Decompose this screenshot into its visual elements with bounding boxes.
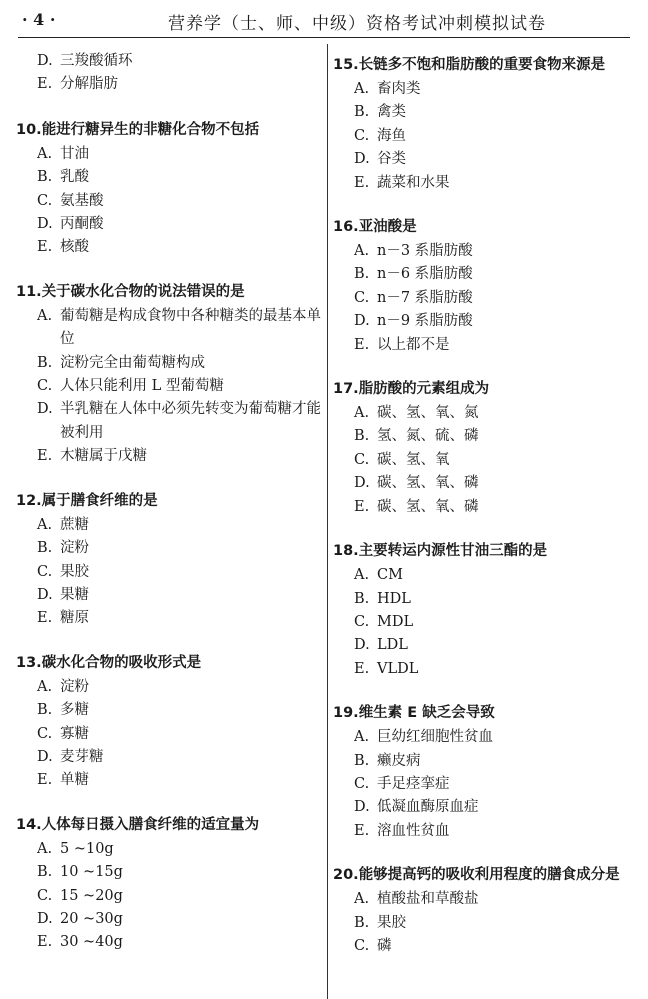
left-column [16,54,322,976]
option-text: 单糖 [60,772,89,789]
option-letter: C. [354,613,370,630]
option-text: 谷类 [377,151,406,168]
question-title [16,490,322,513]
option-letter: E. [37,76,53,93]
option-letter: B. [354,104,370,121]
option [333,773,633,796]
option [333,611,633,634]
option-letter: E. [37,772,53,789]
question-14 [16,814,322,955]
option [16,73,322,96]
option-letter: B. [37,354,53,371]
option-text: LDL [377,637,408,654]
option-text: 癞皮病 [377,752,421,769]
question-number: 16. [333,219,359,236]
option-text: 糖原 [60,610,89,627]
option-text: 多糖 [60,702,89,719]
option-letter: D. [354,151,370,168]
question-title [16,119,322,142]
option-letter: C. [354,451,370,468]
option-letter: E. [37,239,53,256]
option-letter: D. [354,475,370,492]
question-number: 17. [333,381,359,398]
question-15 [333,54,633,195]
option-text: 甘油 [60,145,89,162]
question-text: 维生素 E 缺乏会导致 [358,705,495,722]
option-text: 海鱼 [377,127,406,144]
option-text: 畜肉类 [377,81,421,97]
option [333,726,633,749]
option-text: VLDL [377,660,419,677]
question-title [333,702,633,725]
option-letter: D. [354,637,370,654]
option-letter: B. [37,864,53,881]
question-text: 亚油酸是 [358,219,417,236]
option [333,334,633,357]
option [16,885,322,908]
option [16,213,322,236]
right-column [333,54,633,979]
question-title [333,540,633,563]
option [333,820,633,843]
option-text: 磷 [377,937,392,954]
option-letter: C. [354,937,370,954]
option-letter: C. [37,725,53,742]
option-letter: B. [354,590,370,607]
option [16,190,322,213]
option-text: 20 ~30g [60,910,123,927]
option-letter: E. [354,498,370,515]
option [333,796,633,819]
option-text: 寡糖 [60,725,89,742]
option-text: 蔬菜和水果 [377,174,450,191]
option-text: 淀粉完全由葡萄糖构成 [60,354,205,371]
option-letter: E. [37,610,53,627]
option-text: 氨基酸 [60,192,104,209]
question-10 [16,119,322,260]
question-number: 11. [16,283,42,300]
option-text: MDL [377,613,414,630]
question-title [16,652,322,675]
question-19 [333,702,633,843]
option-letter: E. [37,934,53,951]
option-letter: A. [354,81,370,97]
question-20 [333,864,633,958]
option [333,564,633,587]
option [333,402,633,425]
option-letter: E. [37,448,53,465]
question-13 [16,652,322,793]
question-number: 13. [16,654,42,671]
option-letter: B. [37,540,53,557]
option [16,676,322,699]
option-letter: C. [37,563,53,580]
option-letter: A. [354,405,370,422]
option [16,723,322,746]
option-letter: D. [37,748,53,765]
question-text: 能够提高钙的吸收利用程度的膳食成分是 [358,867,620,884]
option [333,588,633,611]
option [333,425,633,448]
option-letter: E. [354,174,370,191]
question-text: 属于膳食纤维的是 [41,492,158,509]
question-11 [16,281,322,469]
option [333,496,633,519]
option-letter: A. [354,567,370,584]
option [16,908,322,931]
option-text: 乳酸 [60,169,89,186]
question-title [333,216,633,239]
left-question-list [16,119,322,955]
option-text: 15 ~20g [60,887,123,904]
option-text: 手足痉挛症 [377,775,450,792]
option-letter: B. [354,752,370,769]
option [16,514,322,537]
option-text: 三羧酸循环 [60,53,133,69]
option-letter: D. [37,401,53,418]
option-letter: E. [354,336,370,353]
option-text: 碳、氢、氧、磷 [377,475,479,492]
option-letter: B. [37,169,53,186]
question-number: 19. [333,705,359,722]
option [333,449,633,472]
option [333,240,633,263]
question-title [333,54,633,77]
option-text: 氢、氮、硫、磷 [377,428,479,445]
option-text: 禽类 [377,104,406,121]
option-text: 淀粉 [60,540,89,557]
option [333,287,633,310]
option [333,78,633,101]
option-letter: E. [354,660,370,677]
option-text: 核酸 [60,239,89,256]
option [16,699,322,722]
option-letter: A. [37,840,53,857]
option-text: n－7 系脂肪酸 [377,289,473,306]
option-letter: B. [354,428,370,445]
option [333,888,633,911]
option-letter: A. [37,145,53,162]
option-text: 葡萄糖是构成食物中各种糖类的最基本单位 [60,307,321,348]
option [333,658,633,681]
option-text: 植酸盐和草酸盐 [377,891,479,908]
option [16,769,322,792]
option-text: 碳、氢、氧、氮 [377,405,479,422]
option-letter: B. [354,266,370,283]
option-text: n－9 系脂肪酸 [377,313,473,330]
option [16,445,322,468]
question-title [333,378,633,401]
option-letter: C. [37,378,53,395]
question-text: 脂肪酸的元素组成为 [358,381,490,398]
option [333,172,633,195]
option-text: 木糖属于戊糖 [60,448,147,465]
option [333,634,633,657]
question-number: 15. [333,57,359,73]
option [333,148,633,171]
option-text: 麦芽糖 [60,748,104,765]
option-letter: A. [354,891,370,908]
question-18 [333,540,633,681]
option [16,305,322,352]
book-title: 营养学（士、师、中级）资格考试冲刺模拟试卷 [168,14,546,34]
right-question-list [333,54,633,958]
option-letter: C. [354,127,370,144]
option-text: 10 ~15g [60,864,123,881]
option [16,236,322,259]
option [333,263,633,286]
option-letter: D. [37,910,53,927]
question-12 [16,490,322,631]
question-text: 碳水化合物的吸收形式是 [41,654,202,671]
option [333,912,633,935]
question-17 [333,378,633,519]
option-text: CM [377,567,403,584]
option-text: 溶血性贫血 [377,822,450,839]
column-divider [327,44,328,999]
option [333,310,633,333]
question-number: 18. [333,543,359,560]
question-text: 人体每日摄入膳食纤维的适宜量为 [41,816,260,833]
option-text: 碳、氢、氧 [377,451,450,468]
option-text: 巨幼红细胞性贫血 [377,729,493,746]
option-text: 人体只能利用 L 型葡萄糖 [60,378,224,395]
option-letter: A. [37,516,53,533]
option-text: 5 ~10g [60,840,114,857]
option-letter: B. [354,914,370,931]
option [16,166,322,189]
option-letter: E. [354,822,370,839]
option [16,746,322,769]
option [333,472,633,495]
page-number: · 4 · [22,10,56,29]
option-letter: C. [354,289,370,306]
option-letter: D. [354,799,370,816]
option [333,935,633,958]
option-text: n－3 系脂肪酸 [377,243,473,260]
option [16,537,322,560]
question-number: 10. [16,121,42,138]
option-letter: D. [37,53,53,69]
option [16,143,322,166]
option [333,101,633,124]
option-text: 以上都不是 [377,336,450,353]
option-letter: D. [37,216,53,233]
option [16,50,322,73]
option-text: 30 ~40g [60,934,123,951]
option-text: 蔗糖 [60,516,89,533]
option-letter: D. [354,313,370,330]
question-number: 20. [333,867,359,884]
option [16,561,322,584]
option-letter: D. [37,586,53,603]
option-text: 果胶 [60,563,89,580]
option [16,607,322,630]
option-text: 果糖 [60,586,89,603]
option [16,861,322,884]
option-letter: A. [37,307,53,324]
question-number: 12. [16,492,42,509]
option [333,125,633,148]
option-letter: C. [37,887,53,904]
option-letter: C. [354,775,370,792]
option-text: n－6 系脂肪酸 [377,266,473,283]
option-text: 分解脂肪 [60,76,118,93]
option-text: 淀粉 [60,678,89,695]
option-letter: C. [37,192,53,209]
question-text: 能进行糖异生的非糖化合物不包括 [41,121,260,138]
option [16,931,322,954]
option-text: 碳、氢、氧、磷 [377,498,479,515]
question-title [16,814,322,837]
option [16,838,322,861]
option-text: HDL [377,590,411,607]
option-text: 低凝血酶原血症 [377,799,479,816]
option-letter: A. [37,678,53,695]
question-title [16,281,322,304]
carryover-options [16,50,322,97]
question-text: 主要转运内源性甘油三酯的是 [358,543,548,560]
option [16,584,322,607]
option-letter: B. [37,702,53,719]
question-text: 长链多不饱和脂肪酸的重要食物来源是 [358,57,606,73]
page-header [18,0,630,38]
header-rule [18,37,630,38]
question-title [333,864,633,887]
option [16,352,322,375]
option-letter: A. [354,729,370,746]
option-letter: A. [354,243,370,260]
option [16,375,322,398]
question-number: 14. [16,816,42,833]
option-text: 丙酮酸 [60,216,104,233]
option [333,750,633,773]
option-text: 半乳糖在人体中必须先转变为葡萄糖才能被利用 [60,401,321,441]
option [16,398,322,445]
question-text: 关于碳水化合物的说法错误的是 [41,283,245,300]
option-text: 果胶 [377,914,406,931]
question-16 [333,216,633,357]
